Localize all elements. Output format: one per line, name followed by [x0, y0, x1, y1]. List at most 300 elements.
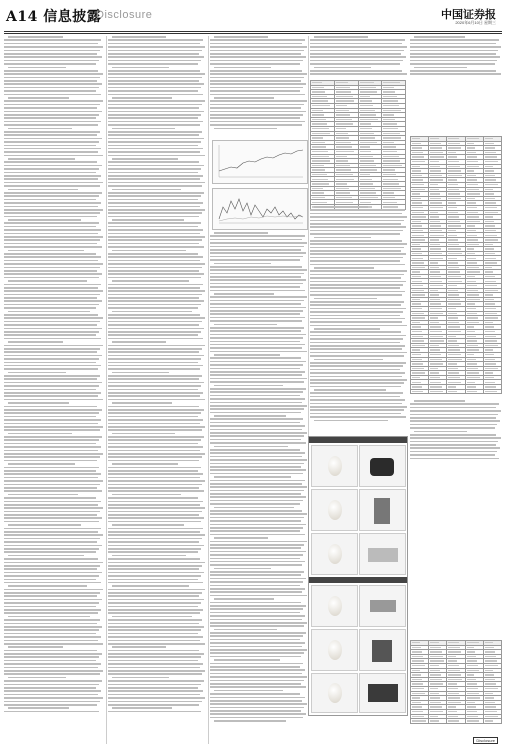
- text-line: [108, 138, 204, 140]
- text-line: [4, 53, 97, 55]
- text-line: [108, 236, 205, 238]
- text-column-4-top: [310, 36, 408, 76]
- text-line: [310, 308, 406, 310]
- text-line: [4, 124, 98, 126]
- text-line: [4, 287, 98, 289]
- text-line: [108, 209, 205, 211]
- text-line: [4, 212, 100, 214]
- text-line: [112, 250, 186, 252]
- text-line: [108, 663, 203, 665]
- text-line: [4, 273, 102, 275]
- text-line: [4, 178, 98, 180]
- text-line: [4, 663, 101, 665]
- text-line: [4, 185, 100, 187]
- text-line: [210, 466, 301, 468]
- text-line: [310, 223, 401, 225]
- text-line: [108, 473, 203, 475]
- text-line: [410, 458, 499, 460]
- text-line: [108, 39, 203, 41]
- text-line: [112, 616, 192, 618]
- text-line: [4, 277, 99, 279]
- text-line: [310, 39, 405, 41]
- text-line: [4, 548, 99, 550]
- text-line: [4, 175, 101, 177]
- text-line: [108, 599, 204, 601]
- text-line: [210, 43, 302, 45]
- text-line: [4, 711, 99, 713]
- text-line: [210, 273, 304, 275]
- text-line: [4, 46, 103, 48]
- text-line: [310, 304, 401, 306]
- text-line: [4, 199, 96, 201]
- text-line: [310, 355, 404, 357]
- text-line: [4, 568, 97, 570]
- text-line: [210, 114, 303, 116]
- text-line: [310, 409, 404, 411]
- text-line: [8, 158, 75, 160]
- product-photo: [359, 489, 406, 531]
- text-line: [108, 263, 205, 265]
- text-line: [210, 683, 301, 685]
- text-line: [310, 365, 403, 367]
- text-line: [4, 670, 103, 672]
- text-line: [108, 684, 201, 686]
- text-line: [310, 376, 402, 378]
- text-line: [4, 355, 102, 357]
- column-divider: [106, 36, 107, 744]
- text-column-2: [108, 36, 206, 744]
- text-line: [108, 697, 205, 699]
- text-line: [108, 324, 199, 326]
- text-line: [112, 189, 181, 191]
- text-line: [210, 693, 300, 695]
- text-line: [4, 256, 101, 258]
- text-line: [112, 677, 169, 679]
- text-line: [108, 233, 200, 235]
- text-line: [108, 619, 202, 621]
- text-line: [4, 307, 96, 309]
- newspaper-logo: 中国证券报: [441, 8, 496, 21]
- text-line: [108, 100, 205, 102]
- text-line: [214, 415, 286, 417]
- table-column-4: [310, 80, 406, 210]
- text-line: [210, 452, 305, 454]
- text-line: [108, 416, 198, 418]
- table-row: [411, 389, 502, 394]
- text-line: [112, 97, 172, 99]
- text-line: [210, 73, 307, 75]
- text-line: [210, 388, 306, 390]
- text-line: [410, 46, 501, 48]
- text-line: [310, 253, 406, 255]
- product-photo: [311, 489, 358, 531]
- series-line: [219, 150, 303, 171]
- text-line: [210, 327, 304, 329]
- text-line: [310, 240, 402, 242]
- text-line: [410, 403, 499, 405]
- text-line: [210, 60, 303, 62]
- text-line: [108, 145, 198, 147]
- text-line: [310, 257, 403, 259]
- text-line: [4, 378, 97, 380]
- text-line: [108, 73, 205, 75]
- text-line: [410, 50, 498, 52]
- text-line: [4, 382, 102, 384]
- text-line: [4, 443, 96, 445]
- product-photo-panel: [308, 436, 408, 716]
- page-footer: Disclosure: [473, 737, 498, 744]
- text-line: [210, 619, 302, 621]
- line-chart-1-svg: [213, 141, 307, 183]
- text-line: [210, 669, 305, 671]
- product-photo: [311, 533, 358, 575]
- text-line: [310, 56, 406, 58]
- text-line: [210, 39, 305, 41]
- text-line: [4, 575, 99, 577]
- text-line: [210, 361, 306, 363]
- text-line: [4, 362, 96, 364]
- text-line: [310, 362, 406, 364]
- text-line: [108, 531, 200, 533]
- text-line: [310, 73, 407, 75]
- text-line: [8, 646, 63, 648]
- text-line: [410, 63, 495, 65]
- line-chart-1: [212, 140, 308, 184]
- text-line: [210, 680, 304, 682]
- text-line: [4, 490, 102, 492]
- text-line: [310, 63, 400, 65]
- text-line: [4, 151, 98, 153]
- text-line: [108, 175, 203, 177]
- text-line: [4, 141, 99, 143]
- text-line: [210, 605, 306, 607]
- text-line: [8, 494, 78, 496]
- text-line: [210, 46, 307, 48]
- text-line: [4, 694, 98, 696]
- text-line: [210, 517, 304, 519]
- text-line: [4, 446, 101, 448]
- text-line: [8, 402, 69, 404]
- text-line: [108, 534, 205, 536]
- text-line: [4, 111, 102, 113]
- product-photo: [359, 585, 406, 627]
- text-line: [4, 453, 103, 455]
- text-line: [4, 399, 103, 401]
- text-line: [108, 612, 200, 614]
- text-line: [108, 551, 198, 553]
- text-line: [108, 260, 200, 262]
- text-line: [8, 250, 84, 252]
- text-line: [214, 36, 268, 38]
- text-line: [108, 480, 205, 482]
- text-line: [310, 250, 401, 252]
- text-line: [108, 199, 198, 201]
- text-line: [4, 477, 98, 479]
- text-line: [108, 63, 198, 65]
- text-line: [214, 128, 277, 130]
- header-rule-thin: [4, 33, 502, 34]
- text-line: [310, 396, 400, 398]
- text-line: [310, 335, 406, 337]
- text-line: [310, 318, 405, 320]
- text-line: [4, 419, 101, 421]
- text-line: [108, 155, 205, 157]
- text-line: [210, 50, 304, 52]
- product-photo: [311, 445, 358, 487]
- text-line: [210, 530, 300, 532]
- text-line: [210, 520, 301, 522]
- product-photo: [359, 629, 406, 671]
- text-line: [410, 417, 496, 419]
- text-line: [214, 354, 280, 356]
- text-line: [4, 619, 100, 621]
- text-line: [108, 368, 200, 370]
- text-line: [210, 554, 303, 556]
- text-line: [4, 633, 96, 635]
- text-line: [214, 629, 277, 631]
- text-line: [108, 253, 198, 255]
- text-line: [4, 497, 96, 499]
- text-line: [108, 517, 204, 519]
- text-line: [4, 592, 100, 594]
- text-line: [4, 389, 96, 391]
- text-line: [210, 510, 302, 512]
- section-title: A14 信息披露: [6, 9, 102, 25]
- text-line: [310, 399, 405, 401]
- text-line: [210, 581, 303, 583]
- text-line: [4, 640, 98, 642]
- text-line: [108, 168, 201, 170]
- text-line: [108, 358, 201, 360]
- table-cell: [483, 389, 501, 394]
- text-line: [210, 632, 306, 634]
- text-line: [4, 209, 103, 211]
- text-line: [210, 493, 301, 495]
- text-line: [4, 531, 98, 533]
- table-column-5: [410, 136, 502, 394]
- text-line: [4, 216, 97, 218]
- text-line: [108, 362, 198, 364]
- text-line: [8, 67, 66, 69]
- text-line: [108, 395, 200, 397]
- text-line: [210, 652, 304, 654]
- text-line: [210, 571, 304, 573]
- text-line: [112, 585, 189, 587]
- text-line: [210, 578, 306, 580]
- text-line: [210, 707, 304, 709]
- text-line: [108, 172, 198, 174]
- text-line: [4, 667, 98, 669]
- text-line: [4, 165, 102, 167]
- text-line: [310, 43, 402, 45]
- text-line: [210, 486, 307, 488]
- text-line: [210, 246, 304, 248]
- text-line: [108, 450, 200, 452]
- text-line: [210, 347, 302, 349]
- text-line: [108, 633, 198, 635]
- text-column-4-mid: [310, 206, 408, 432]
- text-line: [314, 328, 380, 330]
- text-line: [4, 562, 103, 564]
- text-line: [108, 114, 201, 116]
- text-line: [108, 565, 202, 567]
- text-line: [108, 484, 202, 486]
- text-line: [108, 446, 203, 448]
- text-line: [410, 427, 495, 429]
- text-line: [108, 490, 204, 492]
- series-line-2: [219, 216, 303, 221]
- text-line: [210, 439, 301, 441]
- text-line: [210, 642, 305, 644]
- text-line: [4, 304, 99, 306]
- text-line: [108, 656, 201, 658]
- text-line: [108, 629, 201, 631]
- text-line: [4, 517, 102, 519]
- text-line: [210, 307, 306, 309]
- text-line: [4, 100, 103, 102]
- text-line: [108, 375, 202, 377]
- text-line: [210, 252, 306, 254]
- text-line: [310, 406, 407, 408]
- text-line: [410, 437, 501, 439]
- text-line: [108, 328, 204, 330]
- text-line: [108, 239, 202, 241]
- text-line: [4, 534, 103, 536]
- text-line: [108, 165, 204, 167]
- text-line: [210, 551, 306, 553]
- text-line: [4, 480, 103, 482]
- text-line: [210, 341, 300, 343]
- text-line: [108, 711, 201, 713]
- text-line: [4, 121, 101, 123]
- text-line: [108, 216, 199, 218]
- text-line: [4, 104, 100, 106]
- text-line: [4, 243, 97, 245]
- text-line: [210, 717, 303, 719]
- text-line: [4, 294, 100, 296]
- text-line: [310, 284, 403, 286]
- text-line: [108, 77, 202, 79]
- text-line: [4, 412, 99, 414]
- text-line: [108, 46, 205, 48]
- text-line: [112, 402, 172, 404]
- text-line: [108, 538, 202, 540]
- text-line: [210, 649, 307, 651]
- text-line: [4, 246, 102, 248]
- text-line: [210, 541, 307, 543]
- text-line: [210, 337, 303, 339]
- text-line: [4, 487, 97, 489]
- text-line: [4, 450, 98, 452]
- text-line: [112, 128, 175, 130]
- text-line: [108, 317, 205, 319]
- text-line: [8, 128, 72, 130]
- text-line: [310, 413, 401, 415]
- text-line: [210, 418, 303, 420]
- text-line: [8, 219, 81, 221]
- text-line: [210, 256, 303, 258]
- text-line: [210, 121, 305, 123]
- text-column-1: [4, 36, 104, 744]
- text-line: [108, 90, 198, 92]
- text-line: [4, 43, 98, 45]
- text-line: [108, 575, 201, 577]
- text-line: [108, 256, 203, 258]
- photo-panel-header: [309, 437, 407, 443]
- text-line: [108, 694, 200, 696]
- text-line: [4, 114, 99, 116]
- text-line: [210, 77, 304, 79]
- text-line: [4, 155, 103, 157]
- text-line: [214, 324, 277, 326]
- text-line: [414, 400, 465, 402]
- text-line: [210, 286, 300, 288]
- text-line: [210, 266, 302, 268]
- text-line: [410, 53, 496, 55]
- text-line: [4, 565, 100, 567]
- text-line: [214, 385, 283, 387]
- text-line: [4, 636, 101, 638]
- text-line: [108, 192, 204, 194]
- text-line: [214, 659, 280, 661]
- text-line: [108, 511, 202, 513]
- text-line: [108, 314, 200, 316]
- text-line: [108, 104, 202, 106]
- text-line: [112, 219, 184, 221]
- text-line: [210, 432, 307, 434]
- column-divider: [208, 36, 209, 744]
- text-line: [314, 237, 371, 239]
- text-line: [108, 643, 205, 645]
- text-line: [210, 459, 307, 461]
- product-photo: [359, 445, 406, 487]
- text-line: [108, 70, 200, 72]
- text-line: [112, 524, 184, 526]
- text-line: [4, 331, 99, 333]
- text-line: [210, 435, 304, 437]
- text-line: [108, 378, 199, 380]
- text-line: [210, 625, 304, 627]
- text-line: [112, 433, 175, 435]
- table-cell: [483, 719, 501, 724]
- table-cell: [429, 389, 447, 394]
- text-line: [108, 43, 200, 45]
- text-line: [108, 660, 198, 662]
- text-line: [108, 687, 198, 689]
- text-line: [4, 426, 103, 428]
- text-line: [4, 345, 103, 347]
- text-line: [210, 239, 302, 241]
- text-line: [410, 441, 498, 443]
- text-line: [310, 348, 402, 350]
- text-line: [210, 344, 305, 346]
- text-line: [310, 226, 406, 228]
- text-line: [410, 447, 500, 449]
- text-line: [108, 83, 204, 85]
- text-line: [4, 253, 96, 255]
- text-line: [310, 338, 403, 340]
- text-line: [214, 263, 271, 265]
- text-line: [210, 310, 303, 312]
- text-line: [210, 429, 302, 431]
- text-line: [310, 287, 400, 289]
- text-line: [108, 409, 204, 411]
- text-line: [4, 473, 101, 475]
- text-line: [4, 267, 100, 269]
- text-line: [210, 456, 302, 458]
- text-line: [4, 195, 99, 197]
- text-line: [210, 290, 305, 292]
